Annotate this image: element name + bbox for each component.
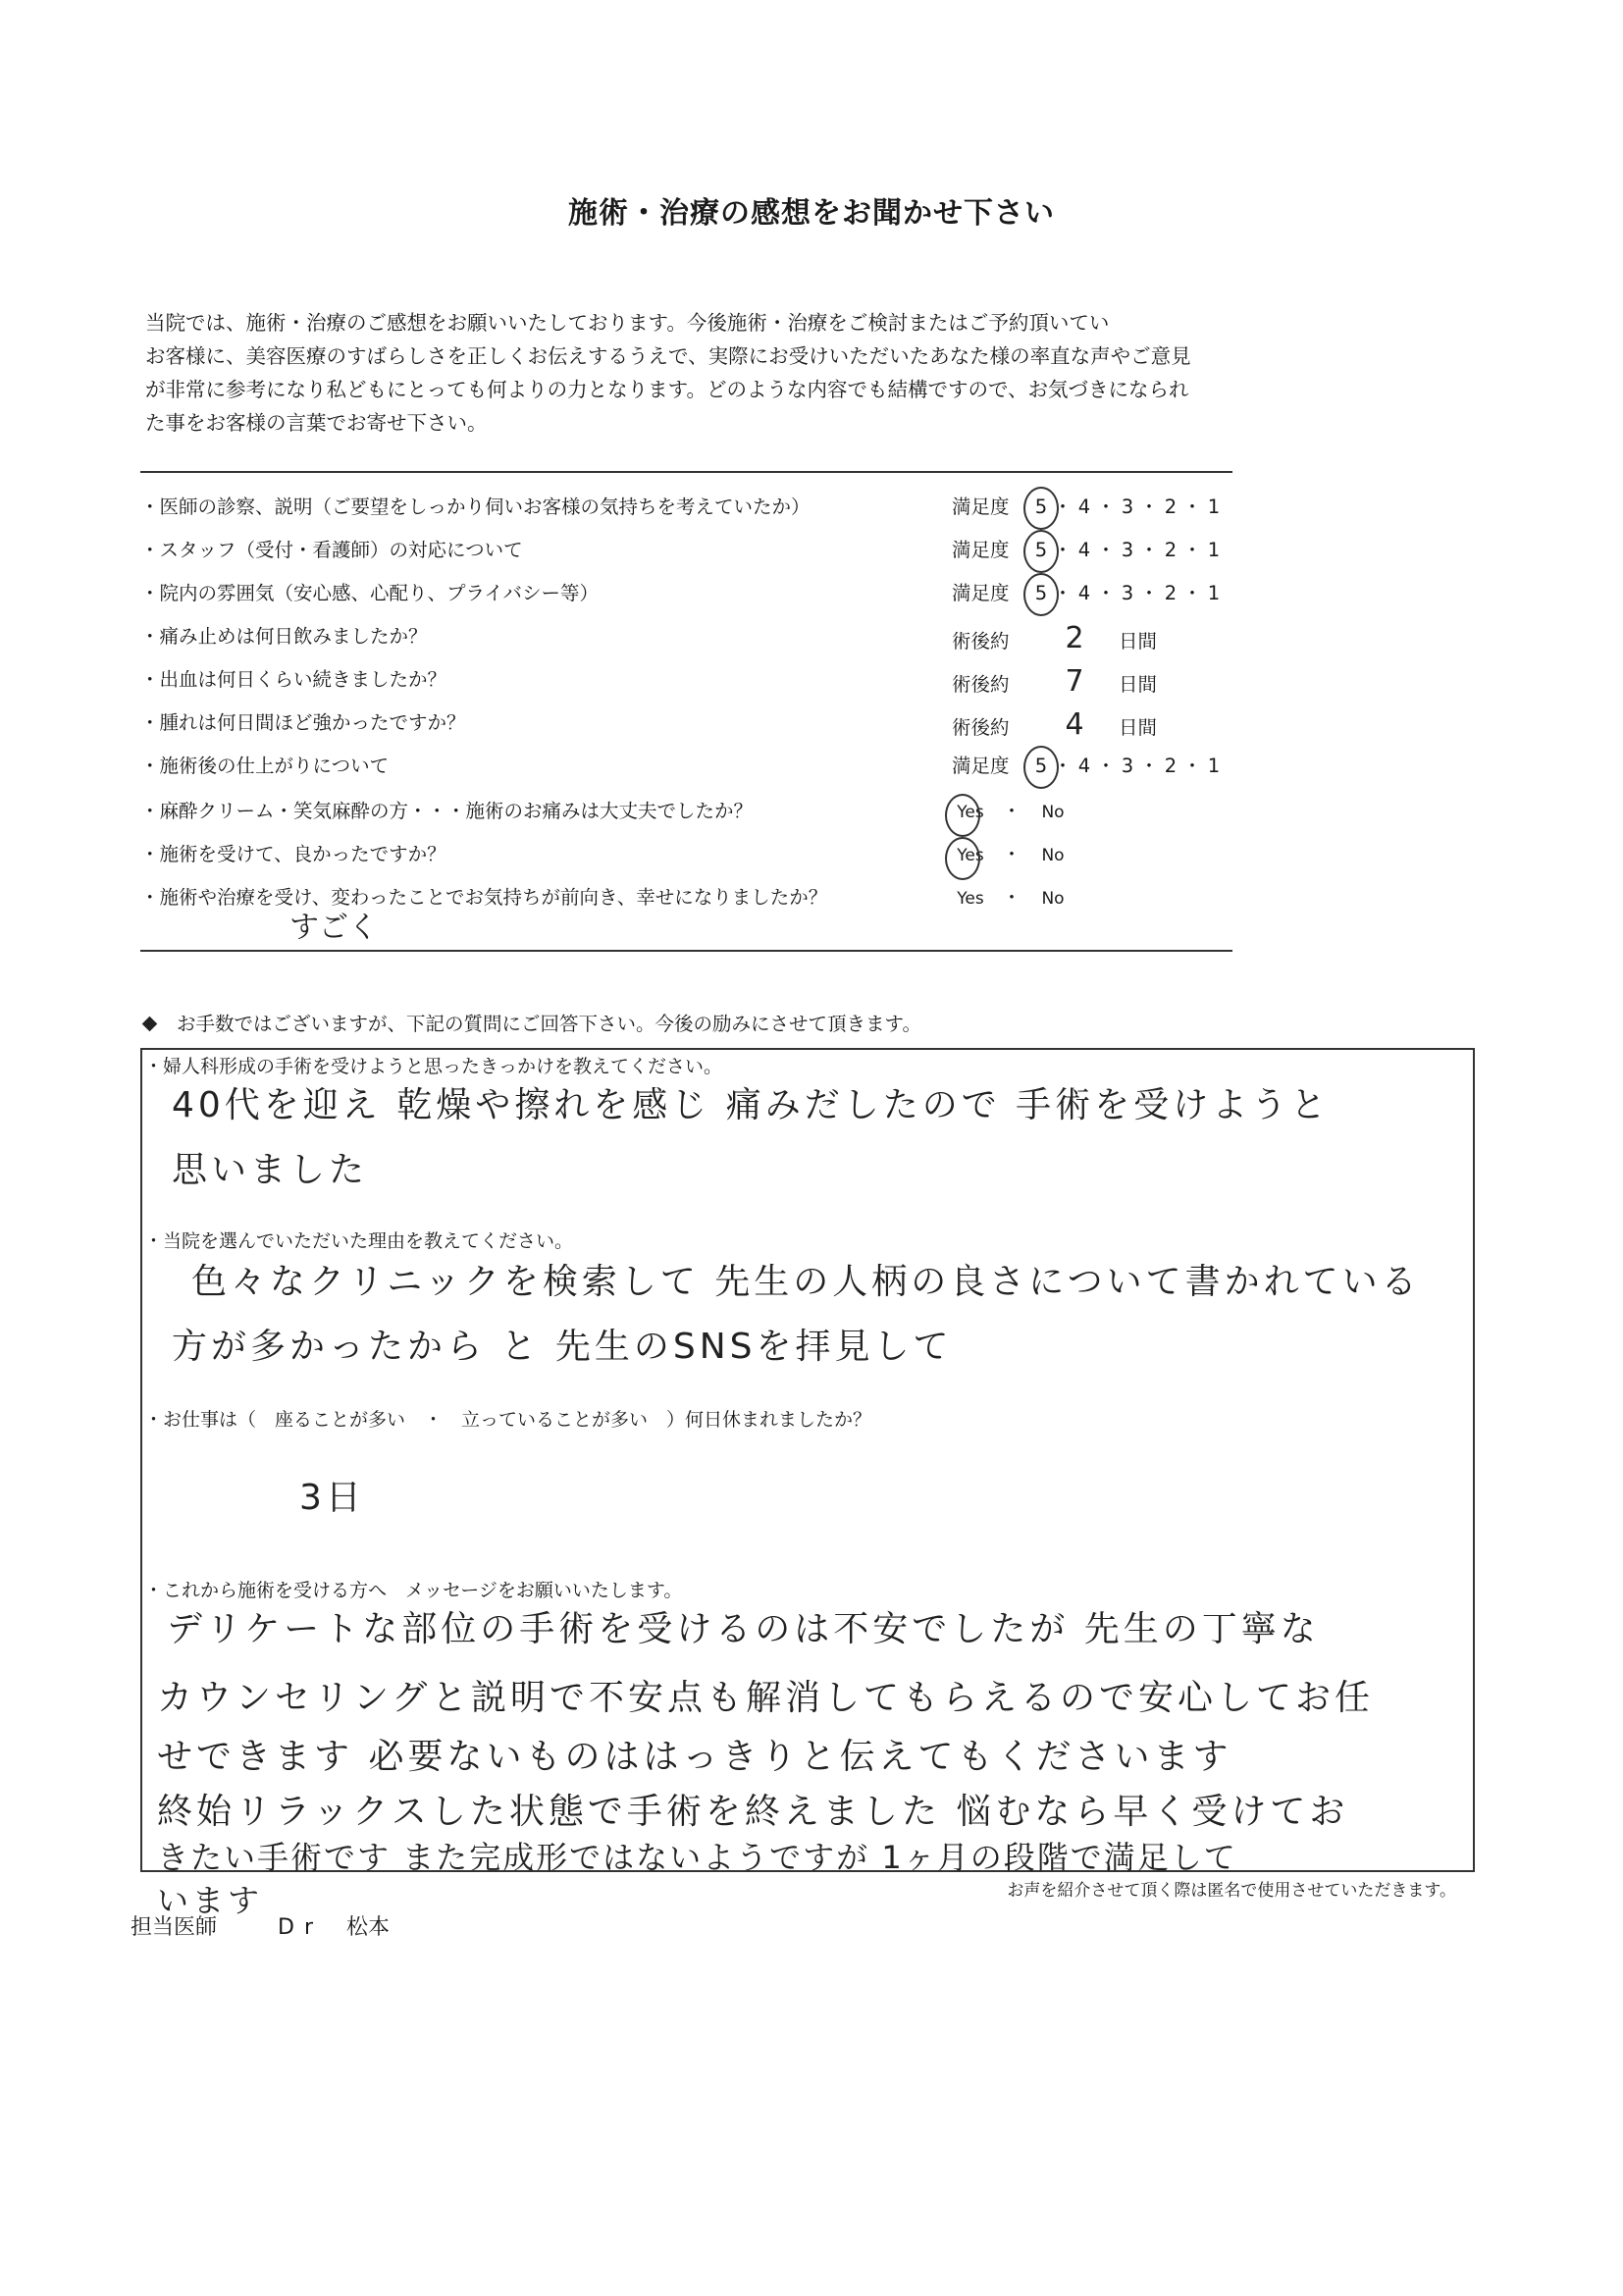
days-value[interactable]: 7 [1065,664,1084,699]
yes-no-answer [952,839,1072,866]
page-title: 施術・治療の感想をお聞かせ下さい [568,196,1055,231]
handwritten-answer-line[interactable]: います [157,1882,264,1919]
scale-option[interactable]: 2 [1164,496,1178,518]
yes-no-answer [952,796,1072,823]
days-prefix: 術後約 [952,630,1010,652]
survey-row-swelling-days [140,699,1232,742]
scale-sep: ・ [1053,582,1073,604]
question-text: ・出血は何日くらい続きましたか？ [140,668,447,691]
table-bottom-rule [140,950,1232,952]
handwritten-note: すごく [289,911,378,945]
scale-sep: ・ [1139,496,1159,518]
question-prompt [140,1009,921,1036]
scale-option[interactable]: 4 [1077,755,1091,777]
section-message-label: ・これから施術を受ける方へ メッセージをお願いいたします。 [144,1580,683,1601]
intro-line: た事をお客様の言葉でお寄せ下さい。 [145,411,488,435]
yes-option-selected[interactable]: Yes [952,803,989,822]
scale-option[interactable]: 4 [1077,539,1091,561]
section-work-label [144,1405,871,1432]
handwritten-answer-line[interactable]: 方が多かったから と 先生のSNSを拝見して [172,1327,953,1367]
scale-sep: ・ [1182,496,1202,518]
question-text: ・施術を受けて、良かったですか？ [140,843,446,865]
satisfaction-scale [952,578,1225,605]
yes-option[interactable]: Yes [957,889,984,909]
handwritten-answer-line[interactable]: せできます 必要ないものははっきりと伝えてもくださいます [157,1737,1232,1777]
scale-sep: ・ [1139,755,1159,777]
yn-sep: ・ [1002,886,1021,909]
doctor-in-charge [131,1910,390,1941]
survey-row-glad [140,830,1232,873]
scale-prefix: 満足度 [952,496,1010,518]
scale-sep: ・ [1053,755,1073,777]
survey-row-anesthesia [140,787,1232,830]
question-text: ・施術や治療を受け、変わったことでお気持ちが前向き、幸せになりましたか？ [140,886,828,909]
section-reason-label: ・婦人科形成の手術を受けようと思ったきっかけを教えてください。 [144,1056,723,1077]
survey-row-result [140,742,1232,785]
satisfaction-scale [952,492,1225,519]
anonymity-note: お声を紹介させて頂く際は匿名で使用させていただきます。 [1007,1881,1456,1901]
yes-no-answer [952,882,1072,910]
scale-option-selected[interactable]: 5 [1030,496,1052,518]
question-text: ・施術後の仕上がりについて [140,755,390,777]
handwritten-answer-line[interactable]: デリケートな部位の手術を受けるのは不安でしたが 先生の丁寧な [167,1609,1320,1649]
question-text: ・麻酔クリーム・笑気麻酔の方・・・施術のお痛みは大丈夫でしたか？ [140,800,754,822]
scale-option[interactable]: 4 [1077,582,1091,604]
scale-option[interactable]: 1 [1207,539,1221,561]
yn-sep: ・ [1002,843,1021,865]
no-option[interactable]: No [1041,846,1065,865]
scale-option-selected[interactable]: 5 [1030,582,1052,604]
handwritten-answer-line[interactable]: きたい手術です また完成形ではないようですが 1ヶ月の段階で満足して [157,1839,1237,1876]
work-label-part: ・お仕事は（ 座ることが多い ・ 立っている [144,1409,555,1431]
intro-line: 当院では、施術・治療のご感想をお願いいたしております。今後施術・治療をご検討またはご予約頂いてい [145,311,1110,335]
scale-option[interactable]: 3 [1121,755,1134,777]
question-text: ・医師の診察、説明（ご要望をしっかり伺いお客様の気持ちを考えていたか） [140,496,811,518]
diamond-bullet-icon [142,1016,158,1031]
days-suffix: 日間 [1119,630,1158,652]
scale-sep: ・ [1139,582,1159,604]
handwritten-answer-line[interactable]: 色々なクリニックを検索して 先生の人柄の良さについて書かれている [191,1262,1421,1302]
section-choice-label: ・当院を選んでいただいた理由を教えてください。 [144,1230,574,1252]
days-suffix: 日間 [1119,673,1158,696]
survey-row-bleeding-days [140,655,1232,699]
days-prefix: 術後約 [952,673,1010,696]
scale-sep: ・ [1096,496,1116,518]
work-label-part: ことが多い ）何日休まれましたか？ [554,1409,872,1431]
days-value[interactable]: 2 [1065,621,1084,655]
days-answer [952,621,1157,655]
scale-option[interactable]: 3 [1121,496,1134,518]
handwritten-answer-line[interactable]: 終始リラックスした状態で手術を終えました 悩むなら早く受けてお [157,1792,1349,1832]
scale-sep: ・ [1139,539,1159,561]
scale-sep: ・ [1053,496,1073,518]
scale-option[interactable]: 2 [1164,539,1178,561]
handwritten-answer-line[interactable]: 思いました [172,1150,369,1190]
handwritten-answer-line[interactable]: カウンセリングと説明で不安点も解消してもらえるので安心してお任 [157,1678,1375,1718]
days-answer [952,664,1157,699]
question-text: ・スタッフ（受付・看護師）の対応について [140,539,523,561]
satisfaction-scale [952,535,1225,562]
scale-sep: ・ [1096,539,1116,561]
yes-option-selected[interactable]: Yes [952,846,989,865]
scale-option[interactable]: 1 [1207,755,1221,777]
scale-option[interactable]: 3 [1121,539,1134,561]
scale-option-selected[interactable]: 5 [1030,539,1052,561]
survey-row-atmosphere [140,569,1232,612]
survey-row-doctor [140,483,1232,526]
no-option[interactable]: No [1041,803,1065,822]
scale-prefix: 満足度 [952,755,1010,777]
days-value[interactable]: 4 [1065,707,1084,742]
handwritten-answer-line[interactable]: 40代を迎え 乾燥や擦れを感じ 痛みだしたので 手術を受けようと [172,1085,1331,1125]
survey-row-staff [140,526,1232,569]
yn-sep: ・ [1002,800,1021,822]
scale-sep: ・ [1096,582,1116,604]
question-text: ・痛み止めは何日飲みましたか？ [140,625,428,648]
survey-row-painkiller-days [140,612,1232,655]
question-text: ・腫れは何日間ほど強かったですか？ [140,711,466,734]
scale-option[interactable]: 2 [1164,582,1178,604]
scale-option[interactable]: 2 [1164,755,1178,777]
intro-line: が非常に参考になり私どもにとっても何よりの力となります。どのような内容でも結構ですので、お気づきになられ [145,378,1189,401]
scale-sep: ・ [1053,539,1073,561]
scale-option-selected[interactable]: 5 [1030,755,1052,777]
prompt-text: お手数ではございますが、下記の質問にご回答下さい。今後の励みにさせて頂きます。 [177,1013,921,1035]
question-text: ・院内の雰囲気（安心感、心配り、プライバシー等） [140,582,600,604]
days-prefix: 術後約 [952,716,1010,739]
scale-option[interactable]: 4 [1077,496,1091,518]
days-answer [952,707,1157,742]
doctor-prefix: Dr [278,1915,323,1940]
intro-line: お客様に、美容医療のすばらしさを正しくお伝えするうえで、実際にお受けいただいたあなた様の率直な声やご意見 [145,344,1191,368]
scale-sep: ・ [1182,539,1202,561]
scale-sep: ・ [1182,755,1202,777]
scale-sep: ・ [1182,582,1202,604]
scale-option[interactable]: 1 [1207,582,1221,604]
no-option[interactable]: No [1041,889,1065,909]
days-suffix: 日間 [1119,716,1158,739]
doctor-label: 担当医師 [131,1915,218,1940]
doctor-name: 松本 [346,1915,391,1940]
satisfaction-scale [952,751,1225,778]
table-top-rule [140,471,1232,473]
scale-prefix: 満足度 [952,582,1010,604]
intro-paragraph [145,306,1239,440]
scale-option[interactable]: 3 [1121,582,1134,604]
scale-sep: ・ [1096,755,1116,777]
scale-prefix: 満足度 [952,539,1010,561]
handwritten-answer-line[interactable]: 3日 [299,1478,365,1518]
scale-option[interactable]: 1 [1207,496,1221,518]
